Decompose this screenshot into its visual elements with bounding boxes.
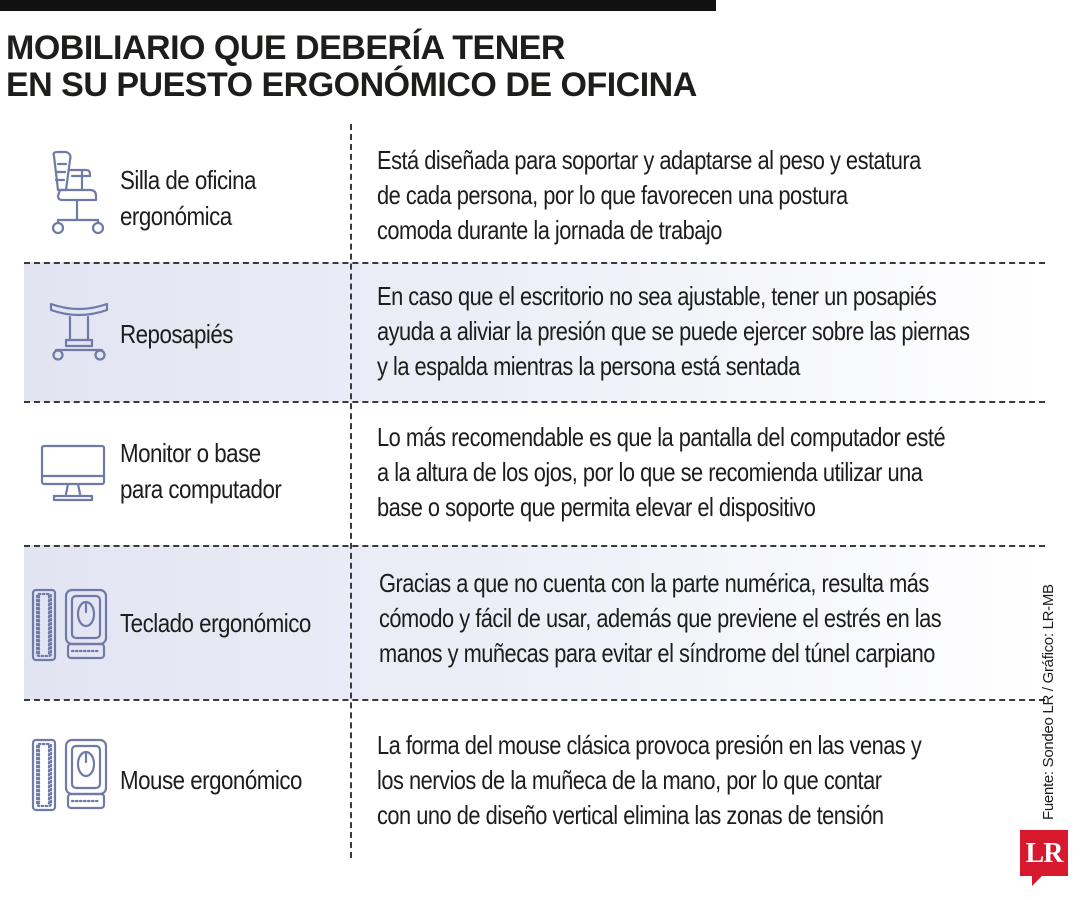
logo-text: LR (1025, 838, 1063, 869)
title-line-1: MOBILIARIO QUE DEBERÍA TENER (6, 29, 565, 67)
description-line: comoda durante la jornada de trabajo (377, 215, 722, 245)
top-bar (0, 0, 716, 11)
row-divider (24, 545, 1045, 547)
item-name-monitor (120, 435, 281, 507)
column-divider (350, 124, 352, 858)
item-description-reposapies (377, 279, 969, 384)
description-line: a la altura de los ojos, por lo que se recomienda utilizar una (377, 457, 923, 487)
row-divider (24, 699, 1045, 701)
item-name-line: Mouse ergonómico (120, 765, 302, 795)
item-description-teclado (379, 566, 941, 671)
description-line: los nervios de la muñeca de la mano, por lo que contar (377, 765, 882, 795)
item-name-line: ergonómica (120, 201, 232, 231)
description-line: Lo más recomendable es que la pantalla del computador esté (377, 422, 946, 452)
item-name-reposapies (120, 316, 233, 352)
source-credit: Fuente: Sondeo LR / Gráfico: LR-MB (1040, 584, 1057, 820)
title-line-2: EN SU PUESTO ERGONÓMICO DE OFICINA (6, 66, 697, 104)
item-name-line: para computador (120, 474, 282, 504)
description-line: y la espalda mientras la persona está sentada (377, 351, 800, 381)
keyboard-mouse-icon (30, 586, 110, 664)
row-divider (24, 401, 1045, 403)
item-name-teclado (120, 605, 311, 641)
description-line: La forma del mouse clásica provoca presión en las venas y (377, 730, 922, 760)
description-line: ayuda a aliviar la presión que se puede ejercer sobre las piernas (377, 316, 970, 346)
page-title (6, 30, 786, 104)
description-line: manos y muñecas para evitar el síndrome del túnel carpiano (379, 638, 935, 668)
item-name-mouse (120, 762, 302, 798)
item-description-monitor (377, 420, 945, 525)
description-line: Está diseñada para soportar y adaptarse al peso y estatura (377, 145, 921, 175)
item-name-line: Teclado ergonómico (120, 608, 311, 638)
lr-logo (1020, 830, 1068, 886)
description-line: cómodo y fácil de usar, además que previene el estrés en las (379, 603, 942, 633)
footrest-icon (48, 300, 110, 362)
item-description-silla (377, 143, 921, 248)
description-line: con uno de diseño vertical elimina las zonas de tensión (377, 800, 884, 830)
description-line: Gracias a que no cuenta con la parte numérica, resulta más (379, 568, 929, 598)
item-name-line: Monitor o base (120, 438, 261, 468)
description-line: base o soporte que permita elevar el dispositivo (377, 492, 816, 522)
item-name-silla (120, 162, 256, 234)
item-description-mouse (377, 728, 921, 833)
item-name-line: Reposapiés (120, 319, 233, 349)
description-line: de cada persona, por lo que favorecen una postura (377, 180, 848, 210)
office-chair-icon (46, 150, 108, 238)
row-divider (24, 262, 1045, 264)
item-name-line: Silla de oficina (120, 165, 256, 195)
description-line: En caso que el escritorio no sea ajustable, tener un posapiés (377, 281, 937, 311)
monitor-icon (40, 444, 106, 502)
keyboard-mouse-icon (30, 736, 110, 814)
